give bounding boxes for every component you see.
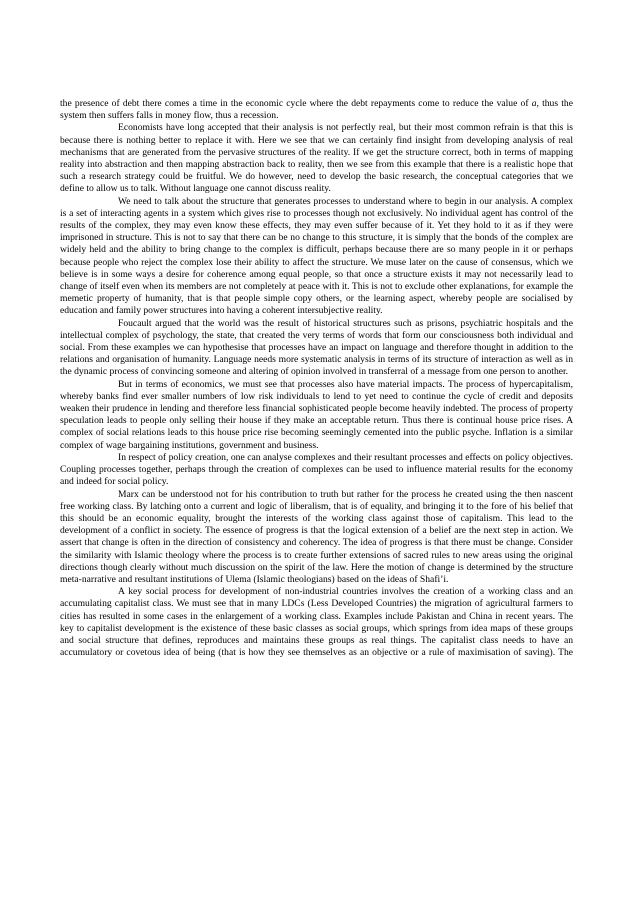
paragraph-text: , thus the system then suffers falls in money flow, thus a recession. [60, 98, 573, 122]
paragraph-text: Foucault argued that the world was the result of historical structures such as prisons, psychiatric hospitals and the intellectual complex of psychology, the state, that created the very terms of words that form our consciousness both individual and social. From these examples we can hypothesise that processes have an impact on language and therefore thought in addition to the relations and organisation of humanity. Language needs more systematic analysis in terms of its structure of interaction as well as in the dynamic process of convincing someone and altering of opinion involved in transferral of a message from one person to another. [60, 317, 573, 378]
paragraph-text: In respect of policy creation, one can analyse complexes and their resultant processes and effects on policy objectives. Coupling processes together, perhaps through the creation of complexes can be used to influence material results for the economy and indeed for social policy. [60, 451, 573, 488]
body-paragraph [60, 318, 573, 379]
italic-text: a [531, 98, 537, 109]
body-paragraph [60, 98, 573, 122]
body-paragraph [60, 452, 573, 489]
body-paragraph [60, 586, 573, 659]
paragraph-text: But in terms of economics, we must see that processes also have material impacts. The process of hypercapitalism, whereby banks find ever smaller numbers of low risk individuals to lend to yet need to continue the cycle of credit and deposits weaken their prudence in lending and therefore less financial sophisticated people become heavily indebted. The process of property speculation leads to people only selling their house if they make an acceptable return. Thus there is continual house price rises. A complex of social relations leads to this house price rise becoming seemingly cemented into the public psyche. Inflation is a similar complex of wage bargaining institutions, government and business. [60, 378, 573, 451]
body-paragraph [60, 122, 573, 195]
paragraph-text: A key social process for development of non-industrial countries involves the creation of a working class and an accumulating capitalist class. We must see that in many LDCs (Less Developed Countries) the migration of agricultural farmers to cities has resulted in some cases in the enlargement of a working class. Examples include Pakistan and China in recent years. The key to capitalist development is the existence of these basic classes as social groups, which springs from idea maps of these groups and social structure that defines, reproduces and maintains these groups as real things. The capitalist class needs to have an accumulatory or covetous idea of being (that is how they see themselves as an objective or a rule of maximisation of saving). The [60, 586, 573, 659]
paragraph-text: We need to talk about the structure that generates processes to understand where to begin in our analysis. A complex is a set of interacting agents in a system which gives rise to processes though not exclusively. No individual agent has control of the results of the complex, they may even know these effects, they may even suffer because of it. Yet they hold to it as if they were imprisoned in structure. This is not to say that there can be no change to this structure, it is simply that the bonds of the complex are widely held and the ability to bring change to the complex is difficult, perhaps because there are so many people in it or perhaps because people who reject the complex lose their ability to affect the structure. We muse later on the cause of consensus, which we believe is in some ways a desire for coherence among equal people, so that once a structure exists it may not necessarily lead to change of itself even when its members are not completely at peace with it. This is not to exclude other explanations, for example the memetic property of humanity, that is that people simple copy others, or the learning aspect, whereby people are socialised by education and family power structures into having a coherent intersubjective reality. [60, 195, 573, 317]
paragraph-text: Economists have long accepted that their analysis is not perfectly real, but their most common refrain is that this is because there is nothing better to replace it with. Here we see that we can certainly find insight from developing analysis of real mechanisms that are generated from the pervasive structures of the reality. If we get the structure correct, both in terms of mapping reality into abstraction and then mapping abstraction back to reality, then we see from this example that there is a realistic hope that such a research strategy could be fruitful. We do however, need to develop the basic research, the conceptual categories that we define to allow us to talk. Without language one cannot discuss reality. [60, 122, 573, 195]
body-paragraph [60, 379, 573, 452]
body-paragraph [60, 196, 573, 318]
document-page [60, 98, 573, 659]
body-paragraph [60, 489, 573, 587]
paragraph-text: Marx can be understood not for his contribution to truth but rather for the process he created using the then nascent free working class. By latching onto a current and logic of liberalism, that is of equality, and bringing it to the fore of his belief that this should be an economic equality, brought the interests of the working class against those of capitalism. This lead to the development of a conflict in society. The essence of progress is that the logical extension of a belief are the next step in action. We assert that change is often in the direction of consistency and coherency. The idea of progress is that there must be change. Consider the similarity with Islamic theology where the process is to create further extensions of sacred rules to new areas using the original directions though clearly without much discussion on the spirit of the law. Here the motion of change is determined by the structure meta-narrative and resultant institutions of Ulema (Islamic theologians) based on the ideas of Shafi’i. [60, 488, 573, 585]
paragraph-text: the presence of debt there comes a time in the economic cycle where the debt repayments come to reduce the value of [60, 98, 532, 109]
